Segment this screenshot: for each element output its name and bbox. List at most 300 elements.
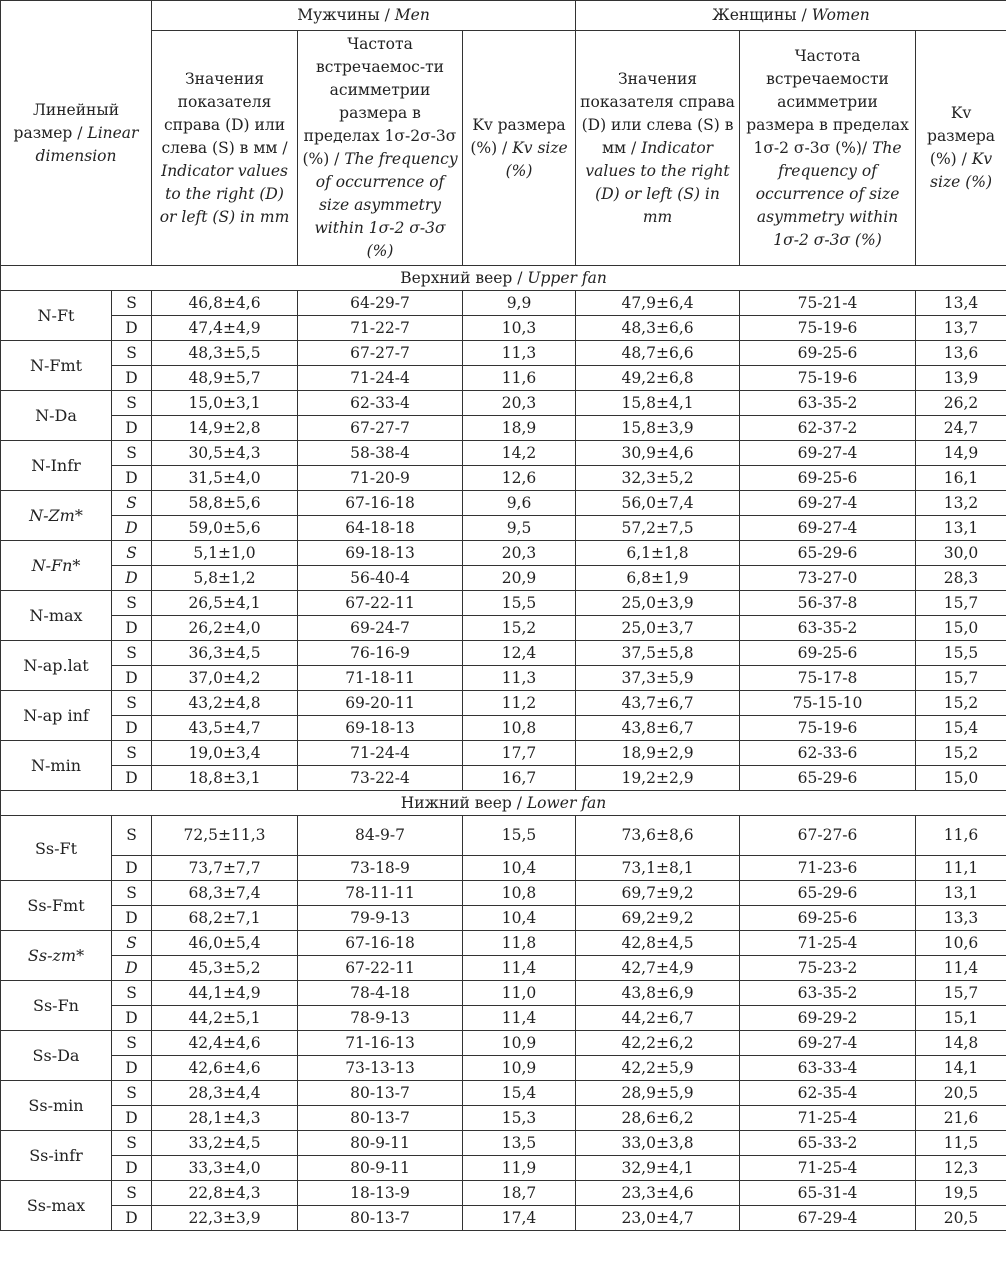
men-kv-cell: 11,4 [463,1006,576,1031]
women-value-cell: 47,9±6,4 [576,291,740,316]
men-value-cell: 59,0±5,6 [152,516,298,541]
table-row [1,1031,1006,1056]
women-value-cell: 73,6±8,6 [576,816,740,856]
men-frequency-cell: 80-13-7 [298,1106,463,1131]
men-frequency-cell: 67-22-11 [298,956,463,981]
men-value-cell: 73,7±7,7 [152,856,298,881]
men-value-cell: 28,3±4,4 [152,1081,298,1106]
women-value-cell: 48,7±6,6 [576,341,740,366]
table-row [1,291,1006,316]
women-value-cell: 18,9±2,9 [576,741,740,766]
men-value-cell: 14,9±2,8 [152,416,298,441]
women-kv-cell: 21,6 [916,1106,1006,1131]
men-frequency-cell: 67-16-18 [298,491,463,516]
section-row [1,791,1006,816]
women-frequency-cell: 63-35-2 [740,391,916,416]
section-title: Нижний веер / Lower fan [1,791,1006,816]
women-frequency-cell: 71-23-6 [740,856,916,881]
men-value-cell: 43,5±4,7 [152,716,298,741]
dimension-label: N-Fn* [1,541,112,591]
table-row [1,1206,1006,1231]
women-frequency-cell: 75-19-6 [740,716,916,741]
side-cell: S [112,641,152,666]
side-cell: S [112,341,152,366]
header-women-frequency: Частота встречаемости асимметрии размера в пределах 1σ-2 σ-3σ (%)/ The frequency of occurrence of size asymmetry within 1σ-2 σ-3σ (%) [740,31,916,266]
men-kv-cell: 18,7 [463,1181,576,1206]
table-row [1,741,1006,766]
dimension-label: N-Fmt [1,341,112,391]
women-kv-cell: 13,6 [916,341,1006,366]
women-kv-cell: 11,4 [916,956,1006,981]
women-kv-cell: 14,1 [916,1056,1006,1081]
men-value-cell: 68,2±7,1 [152,906,298,931]
table-row [1,956,1006,981]
men-value-cell: 72,5±11,3 [152,816,298,856]
men-value-cell: 36,3±4,5 [152,641,298,666]
women-kv-cell: 11,1 [916,856,1006,881]
side-cell: D [112,566,152,591]
women-value-cell: 69,7±9,2 [576,881,740,906]
women-value-cell: 42,8±4,5 [576,931,740,956]
men-kv-cell: 20,3 [463,391,576,416]
dimension-label: N-min [1,741,112,791]
women-kv-cell: 24,7 [916,416,1006,441]
section-row [1,266,1006,291]
women-frequency-cell: 71-25-4 [740,1106,916,1131]
dimension-label: N-ap inf [1,691,112,741]
women-value-cell: 57,2±7,5 [576,516,740,541]
men-kv-cell: 10,3 [463,316,576,341]
men-kv-cell: 11,8 [463,931,576,956]
women-value-cell: 23,0±4,7 [576,1206,740,1231]
women-value-cell: 28,9±5,9 [576,1081,740,1106]
dimension-label: Ss-Fmt [1,881,112,931]
men-frequency-cell: 69-24-7 [298,616,463,641]
table-row [1,616,1006,641]
men-kv-cell: 15,3 [463,1106,576,1131]
women-kv-cell: 13,9 [916,366,1006,391]
side-cell: D [112,1206,152,1231]
men-frequency-cell: 71-24-4 [298,741,463,766]
men-value-cell: 48,9±5,7 [152,366,298,391]
side-cell: S [112,441,152,466]
men-kv-cell: 9,6 [463,491,576,516]
table-row [1,1156,1006,1181]
men-frequency-cell: 69-20-11 [298,691,463,716]
men-value-cell: 22,8±4,3 [152,1181,298,1206]
men-value-cell: 33,3±4,0 [152,1156,298,1181]
men-value-cell: 28,1±4,3 [152,1106,298,1131]
women-value-cell: 33,0±3,8 [576,1131,740,1156]
side-cell: S [112,541,152,566]
women-value-cell: 30,9±4,6 [576,441,740,466]
men-frequency-cell: 71-16-13 [298,1031,463,1056]
men-frequency-cell: 79-9-13 [298,906,463,931]
men-kv-cell: 10,4 [463,856,576,881]
men-frequency-cell: 71-24-4 [298,366,463,391]
men-frequency-cell: 67-27-7 [298,341,463,366]
men-value-cell: 42,4±4,6 [152,1031,298,1056]
table-row [1,541,1006,566]
table-row [1,881,1006,906]
women-kv-cell: 13,7 [916,316,1006,341]
women-value-cell: 73,1±8,1 [576,856,740,881]
women-kv-cell: 20,5 [916,1081,1006,1106]
men-kv-cell: 11,9 [463,1156,576,1181]
women-value-cell: 6,1±1,8 [576,541,740,566]
table-row [1,1181,1006,1206]
men-kv-cell: 15,5 [463,591,576,616]
women-value-cell: 43,7±6,7 [576,691,740,716]
men-value-cell: 5,1±1,0 [152,541,298,566]
side-cell: D [112,856,152,881]
women-frequency-cell: 56-37-8 [740,591,916,616]
side-cell: S [112,291,152,316]
men-value-cell: 44,2±5,1 [152,1006,298,1031]
men-kv-cell: 11,4 [463,956,576,981]
dimension-label: N-max [1,591,112,641]
women-frequency-cell: 65-31-4 [740,1181,916,1206]
women-value-cell: 43,8±6,7 [576,716,740,741]
men-frequency-cell: 73-18-9 [298,856,463,881]
women-frequency-cell: 75-23-2 [740,956,916,981]
men-kv-cell: 10,9 [463,1031,576,1056]
men-value-cell: 48,3±5,5 [152,341,298,366]
women-value-cell: 32,3±5,2 [576,466,740,491]
dimension-label: N-ap.lat [1,641,112,691]
women-kv-cell: 26,2 [916,391,1006,416]
side-cell: D [112,716,152,741]
women-frequency-cell: 71-25-4 [740,931,916,956]
women-frequency-cell: 69-25-6 [740,906,916,931]
table-row [1,316,1006,341]
women-frequency-cell: 65-29-6 [740,766,916,791]
men-kv-cell: 10,8 [463,716,576,741]
women-kv-cell: 15,2 [916,741,1006,766]
women-value-cell: 25,0±3,9 [576,591,740,616]
side-cell: S [112,741,152,766]
table-row [1,466,1006,491]
table-row [1,981,1006,1006]
women-frequency-cell: 75-21-4 [740,291,916,316]
side-cell: D [112,316,152,341]
men-kv-cell: 17,4 [463,1206,576,1231]
women-value-cell: 19,2±2,9 [576,766,740,791]
men-value-cell: 19,0±3,4 [152,741,298,766]
side-cell: D [112,516,152,541]
women-frequency-cell: 75-19-6 [740,366,916,391]
women-kv-cell: 11,5 [916,1131,1006,1156]
table-row [1,856,1006,881]
men-frequency-cell: 69-18-13 [298,541,463,566]
men-kv-cell: 18,9 [463,416,576,441]
women-frequency-cell: 65-29-6 [740,881,916,906]
men-kv-cell: 11,2 [463,691,576,716]
men-frequency-cell: 80-13-7 [298,1081,463,1106]
men-kv-cell: 15,2 [463,616,576,641]
women-kv-cell: 14,8 [916,1031,1006,1056]
men-frequency-cell: 64-29-7 [298,291,463,316]
men-value-cell: 68,3±7,4 [152,881,298,906]
men-kv-cell: 10,9 [463,1056,576,1081]
men-kv-cell: 11,0 [463,981,576,1006]
dimension-label: Ss-Da [1,1031,112,1081]
women-frequency-cell: 75-17-8 [740,666,916,691]
men-kv-cell: 14,2 [463,441,576,466]
women-kv-cell: 13,3 [916,906,1006,931]
side-cell: S [112,1131,152,1156]
men-kv-cell: 15,4 [463,1081,576,1106]
women-frequency-cell: 75-15-10 [740,691,916,716]
side-cell: D [112,766,152,791]
men-value-cell: 33,2±4,5 [152,1131,298,1156]
women-frequency-cell: 63-35-2 [740,616,916,641]
women-value-cell: 48,3±6,6 [576,316,740,341]
header-men-frequency: Частота встречаемос-ти асимметрии размера в пределах 1σ-2σ-3σ (%) / The frequency of occurrence of size asymmetry within 1σ-2 σ-3σ (%) [298,31,463,266]
table-row [1,516,1006,541]
table-row [1,1131,1006,1156]
men-value-cell: 30,5±4,3 [152,441,298,466]
women-frequency-cell: 69-25-6 [740,341,916,366]
header-men-values: Значения показателя справа (D) или слева (S) в мм / Indicator values to the right (D) or left (S) in mm [152,31,298,266]
men-kv-cell: 11,3 [463,666,576,691]
men-kv-cell: 11,3 [463,341,576,366]
men-value-cell: 37,0±4,2 [152,666,298,691]
women-kv-cell: 14,9 [916,441,1006,466]
women-kv-cell: 11,6 [916,816,1006,856]
women-frequency-cell: 75-19-6 [740,316,916,341]
men-frequency-cell: 67-22-11 [298,591,463,616]
men-value-cell: 18,8±3,1 [152,766,298,791]
men-kv-cell: 9,5 [463,516,576,541]
table-row [1,666,1006,691]
header-women-kv: Kv размера (%) / Kv size (%) [916,31,1006,266]
dimension-label: Ss-zm* [1,931,112,981]
side-cell: S [112,881,152,906]
men-frequency-cell: 62-33-4 [298,391,463,416]
table-row [1,816,1006,856]
men-frequency-cell: 71-18-11 [298,666,463,691]
men-frequency-cell: 58-38-4 [298,441,463,466]
side-cell: S [112,1181,152,1206]
men-frequency-cell: 69-18-13 [298,716,463,741]
side-cell: S [112,816,152,856]
men-frequency-cell: 80-9-11 [298,1156,463,1181]
table-row [1,591,1006,616]
table-row [1,341,1006,366]
women-frequency-cell: 69-25-6 [740,641,916,666]
women-kv-cell: 15,4 [916,716,1006,741]
side-cell: S [112,491,152,516]
men-kv-cell: 10,8 [463,881,576,906]
men-value-cell: 15,0±3,1 [152,391,298,416]
table-row [1,641,1006,666]
men-kv-cell: 12,4 [463,641,576,666]
women-kv-cell: 15,0 [916,616,1006,641]
table-body [1,266,1006,1231]
men-value-cell: 43,2±4,8 [152,691,298,716]
table-row [1,1106,1006,1131]
side-cell: D [112,1006,152,1031]
women-kv-cell: 15,7 [916,981,1006,1006]
table-row [1,416,1006,441]
men-value-cell: 31,5±4,0 [152,466,298,491]
table-row [1,366,1006,391]
table-row [1,766,1006,791]
side-cell: D [112,466,152,491]
women-frequency-cell: 69-27-4 [740,1031,916,1056]
men-kv-cell: 20,3 [463,541,576,566]
women-kv-cell: 15,0 [916,766,1006,791]
women-frequency-cell: 65-29-6 [740,541,916,566]
women-value-cell: 42,2±6,2 [576,1031,740,1056]
men-kv-cell: 9,9 [463,291,576,316]
men-frequency-cell: 18-13-9 [298,1181,463,1206]
women-kv-cell: 30,0 [916,541,1006,566]
dimension-label: Ss-Fn [1,981,112,1031]
women-kv-cell: 15,7 [916,591,1006,616]
header-men: Мужчины / Men [152,1,576,31]
women-kv-cell: 13,1 [916,881,1006,906]
men-value-cell: 26,2±4,0 [152,616,298,641]
side-cell: D [112,416,152,441]
women-kv-cell: 28,3 [916,566,1006,591]
women-frequency-cell: 67-29-4 [740,1206,916,1231]
women-kv-cell: 12,3 [916,1156,1006,1181]
women-frequency-cell: 69-27-4 [740,441,916,466]
men-frequency-cell: 56-40-4 [298,566,463,591]
side-cell: S [112,691,152,716]
women-value-cell: 23,3±4,6 [576,1181,740,1206]
dimension-label: Ss-infr [1,1131,112,1181]
men-frequency-cell: 73-22-4 [298,766,463,791]
table-row [1,491,1006,516]
men-frequency-cell: 76-16-9 [298,641,463,666]
women-frequency-cell: 67-27-6 [740,816,916,856]
women-value-cell: 25,0±3,7 [576,616,740,641]
women-frequency-cell: 69-27-4 [740,491,916,516]
men-value-cell: 58,8±5,6 [152,491,298,516]
women-value-cell: 42,2±5,9 [576,1056,740,1081]
women-value-cell: 42,7±4,9 [576,956,740,981]
dimension-label: N-Ft [1,291,112,341]
women-frequency-cell: 73-27-0 [740,566,916,591]
dimension-label: N-Zm* [1,491,112,541]
women-value-cell: 28,6±6,2 [576,1106,740,1131]
side-cell: D [112,1056,152,1081]
men-value-cell: 42,6±4,6 [152,1056,298,1081]
dimension-label: N-Infr [1,441,112,491]
women-value-cell: 49,2±6,8 [576,366,740,391]
men-frequency-cell: 78-9-13 [298,1006,463,1031]
men-frequency-cell: 78-11-11 [298,881,463,906]
women-value-cell: 37,5±5,8 [576,641,740,666]
men-kv-cell: 16,7 [463,766,576,791]
women-value-cell: 15,8±4,1 [576,391,740,416]
women-value-cell: 37,3±5,9 [576,666,740,691]
men-kv-cell: 17,7 [463,741,576,766]
side-cell: D [112,1156,152,1181]
dimension-label: Ss-min [1,1081,112,1131]
side-cell: D [112,666,152,691]
side-cell: D [112,1106,152,1131]
section-title: Верхний веер / Upper fan [1,266,1006,291]
women-frequency-cell: 63-33-4 [740,1056,916,1081]
men-frequency-cell: 71-22-7 [298,316,463,341]
women-kv-cell: 15,2 [916,691,1006,716]
women-frequency-cell: 69-27-4 [740,516,916,541]
side-cell: S [112,1081,152,1106]
men-kv-cell: 15,5 [463,816,576,856]
table-row [1,1056,1006,1081]
women-kv-cell: 20,5 [916,1206,1006,1231]
women-value-cell: 43,8±6,9 [576,981,740,1006]
women-kv-cell: 10,6 [916,931,1006,956]
women-kv-cell: 19,5 [916,1181,1006,1206]
women-frequency-cell: 63-35-2 [740,981,916,1006]
women-kv-cell: 13,4 [916,291,1006,316]
table-row [1,441,1006,466]
men-value-cell: 26,5±4,1 [152,591,298,616]
header-women-values: Значения показателя справа (D) или слева (S) в мм / Indicator values to the right (D) or left (S) in mm [576,31,740,266]
header-women: Женщины / Women [576,1,1006,31]
women-kv-cell: 15,7 [916,666,1006,691]
men-frequency-cell: 67-16-18 [298,931,463,956]
men-frequency-cell: 80-13-7 [298,1206,463,1231]
table-row [1,1006,1006,1031]
men-kv-cell: 12,6 [463,466,576,491]
men-kv-cell: 11,6 [463,366,576,391]
women-value-cell: 69,2±9,2 [576,906,740,931]
men-value-cell: 46,0±5,4 [152,931,298,956]
table-row [1,566,1006,591]
women-frequency-cell: 62-33-6 [740,741,916,766]
women-value-cell: 6,8±1,9 [576,566,740,591]
header-men-kv: Kv размера (%) / Kv size (%) [463,31,576,266]
women-frequency-cell: 69-25-6 [740,466,916,491]
table-row [1,716,1006,741]
dimension-label: N-Da [1,391,112,441]
table-row [1,691,1006,716]
table-row [1,391,1006,416]
men-value-cell: 22,3±3,9 [152,1206,298,1231]
side-cell: D [112,616,152,641]
table-row [1,931,1006,956]
side-cell: S [112,391,152,416]
table-row [1,906,1006,931]
women-frequency-cell: 65-33-2 [740,1131,916,1156]
women-frequency-cell: 71-25-4 [740,1156,916,1181]
dimension-label: Ss-max [1,1181,112,1231]
men-value-cell: 5,8±1,2 [152,566,298,591]
men-frequency-cell: 78-4-18 [298,981,463,1006]
side-cell: S [112,981,152,1006]
header-linear-dimension: Линейный размер / Linear dimension [1,1,152,266]
table-row [1,1081,1006,1106]
side-cell: D [112,906,152,931]
men-value-cell: 45,3±5,2 [152,956,298,981]
dimension-label: Ss-Ft [1,816,112,881]
women-frequency-cell: 69-29-2 [740,1006,916,1031]
men-kv-cell: 10,4 [463,906,576,931]
women-value-cell: 32,9±4,1 [576,1156,740,1181]
men-frequency-cell: 73-13-13 [298,1056,463,1081]
men-frequency-cell: 71-20-9 [298,466,463,491]
men-frequency-cell: 80-9-11 [298,1131,463,1156]
men-frequency-cell: 64-18-18 [298,516,463,541]
women-kv-cell: 13,2 [916,491,1006,516]
women-kv-cell: 15,5 [916,641,1006,666]
